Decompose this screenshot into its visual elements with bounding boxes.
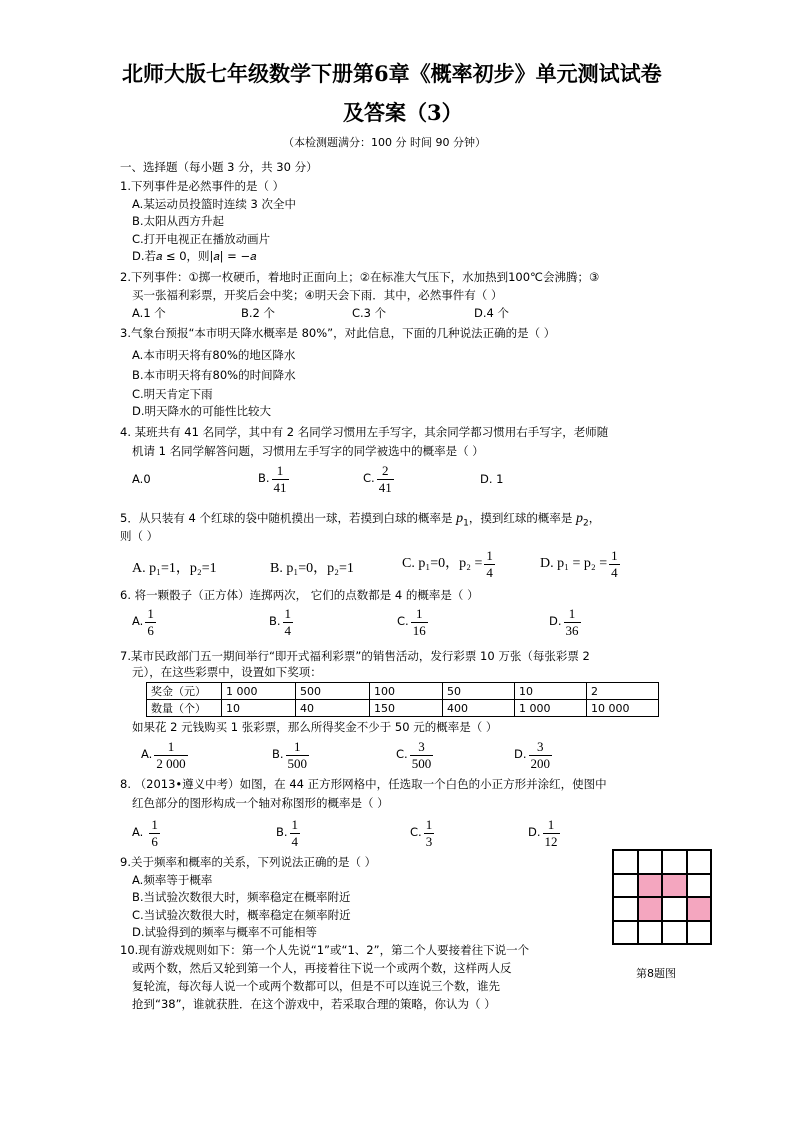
q6-option-a — [132, 607, 158, 637]
grid-cell-white — [613, 921, 638, 945]
q3-option-c: C.明天肯定下雨 — [132, 387, 213, 401]
fraction-denominator: 12 — [544, 833, 558, 849]
page-title-line1: 北师大版七年级数学下册第6章《概率初步》单元测试试卷 — [122, 61, 662, 86]
q7-option-d-label: D. — [514, 747, 527, 762]
fraction-denominator: 200 — [530, 755, 551, 771]
fraction-numerator: 1 — [425, 817, 433, 832]
fraction — [609, 549, 620, 579]
q6-option-d-label: D. — [549, 614, 562, 629]
fraction-numerator: 1 — [154, 740, 187, 756]
q10-line1: 10.现有游戏规则如下：第一个人先说“1”或“1、2”，第二个人要接着往下说一个 — [120, 943, 530, 957]
table-row — [147, 683, 659, 700]
fraction-numerator: 2 — [377, 464, 394, 480]
fraction-denominator: 4 — [486, 564, 493, 580]
fraction — [543, 818, 560, 848]
q8-option-c-label: C. — [410, 825, 422, 840]
fraction-numerator: 1 — [286, 740, 310, 756]
fraction-denominator: 4 — [291, 833, 299, 849]
fraction-denominator: 500 — [411, 755, 432, 771]
q9-option-b: B.当试验次数很大时，频率稳定在概率附近 — [132, 890, 351, 904]
q5-option-c — [402, 549, 497, 579]
grid-cell-white — [638, 921, 663, 945]
fraction — [411, 607, 428, 637]
q7-option-c-label: C. — [396, 747, 408, 762]
q9-stem: 9.关于频率和概率的关系，下列说法正确的是（ ） — [120, 855, 377, 869]
fraction-numerator: 1 — [147, 606, 154, 621]
q8-option-b-label: B. — [276, 825, 288, 840]
grid-cell-white — [613, 874, 638, 898]
grid-cell-white — [638, 850, 663, 874]
q7-option-a-label: A. — [141, 747, 153, 762]
grid-cell-white — [662, 921, 687, 945]
grid-cell-white — [613, 850, 638, 874]
q6-option-c — [397, 607, 430, 637]
q3-stem: 3.气象台预报“本市明天降水概率是 80%”，对此信息，下面的几种说法正确的是（ ） — [120, 326, 556, 340]
q5-p1-subscript: 1 — [463, 518, 469, 529]
q6-stem: 6. 将一颗骰子（正方体）连掷两次， 它们的点数都是 4 的概率是（ ） — [120, 588, 479, 602]
grid-cell-white — [662, 897, 687, 921]
q4-option-c-label: C. — [363, 471, 375, 486]
fraction-denominator: 2 000 — [156, 755, 186, 771]
fraction-numerator: 1 — [411, 607, 428, 623]
fraction-numerator: 1 — [564, 607, 581, 623]
q2-option-c: C.3 个 — [352, 306, 387, 320]
fraction-numerator: 3 — [529, 740, 553, 756]
q2-option-b: B.2 个 — [241, 306, 276, 320]
table-cell: 400 — [443, 700, 515, 717]
grid-cell-white — [613, 897, 638, 921]
q8-option-c — [410, 818, 436, 848]
q9-option-a: A.频率等于概率 — [132, 873, 213, 887]
q2-line1: 2.下列事件：①掷一枚硬币，着地时正面向上；②在标准大气压下，水加热到100℃会沸腾；③ — [120, 270, 600, 284]
fraction-denominator: 36 — [565, 622, 579, 638]
q7-option-a — [141, 740, 190, 770]
q4-option-a: A.0 — [132, 472, 151, 486]
grid-cell-red — [687, 897, 712, 921]
q5-option-a: A. p₁=1，p₂=1 — [132, 561, 217, 576]
grid-cell-red — [638, 874, 663, 898]
q5-text-c: ， — [588, 511, 601, 525]
q5-text-a: 5．从只装有 4 个红球的袋中随机摸出一球，若摸到白球的概率是 — [120, 511, 453, 525]
q8-figure-caption: 第8题图 — [636, 967, 676, 980]
fraction — [145, 607, 156, 637]
table-cell: 10 000 — [587, 700, 659, 717]
q7-option-d — [514, 740, 554, 770]
q7-question: 如果花 2 元钱购买 1 张彩票，那么所得奖金不少于 50 元的概率是（ ） — [132, 720, 498, 734]
grid-cell-red — [662, 874, 687, 898]
q1-option-b: B.太阳从西方升起 — [132, 214, 225, 228]
table-cell: 10 — [515, 683, 587, 700]
q4-option-d: D. 1 — [480, 472, 504, 486]
q5-line1 — [120, 512, 600, 528]
table-cell: 数量（个） — [147, 700, 222, 717]
fraction-numerator: 1 — [151, 817, 158, 832]
q10-line2: 或两个数，然后又轮到第一个人，再接着往下说一个或两个数，这样两人反 — [132, 961, 512, 975]
q9-option-c: C.当试验次数很大时，概率稳定在频率附近 — [132, 908, 351, 922]
q3-option-b: B.本市明天将有80%的时间降水 — [132, 368, 296, 382]
fraction — [286, 740, 310, 770]
grid-cell-white — [687, 921, 712, 945]
q5-p2-subscript: 2 — [583, 518, 589, 529]
table-cell: 2 — [587, 683, 659, 700]
q7-line2: 元），在这些彩票中，设置如下奖项： — [132, 665, 322, 679]
q1-stem: 1.下列事件是必然事件的是（ ） — [120, 179, 285, 193]
fraction-numerator: 1 — [543, 818, 560, 834]
q2-line2: 买一张福利彩票，开奖后会中奖；④明天会下雨．其中，必然事件有（ ） — [132, 288, 503, 302]
table-cell: 1 000 — [222, 683, 296, 700]
table-row — [147, 700, 659, 717]
q6-option-b-label: B. — [269, 614, 281, 629]
fraction-numerator: 1 — [291, 817, 299, 832]
fraction — [484, 549, 495, 579]
q5-p2: p — [576, 511, 583, 526]
fraction — [149, 818, 160, 848]
q8-option-a — [132, 818, 162, 848]
q8-line2: 红色部分的图形构成一个轴对称图形的概率是（ ） — [132, 796, 389, 810]
fraction — [283, 607, 294, 637]
grid-cell-white — [687, 850, 712, 874]
q1-option-d: D.若𝑎 ≤ 0，则|𝑎| = −𝑎 — [132, 249, 257, 263]
fraction-numerator: 1 — [272, 464, 289, 480]
q4-option-c — [363, 464, 396, 494]
grid-cell-red — [638, 897, 663, 921]
q4-option-b — [258, 464, 291, 494]
q6-option-d — [549, 607, 583, 637]
q8-option-d-label: D. — [528, 825, 541, 840]
fraction — [410, 740, 434, 770]
fraction — [424, 818, 435, 848]
prize-table — [146, 682, 659, 717]
grid-cell-white — [687, 874, 712, 898]
q5-option-d-label: D. p₁ = p₂ = — [540, 556, 608, 572]
q7-option-b — [272, 740, 311, 770]
q4-line1: 4. 某班共有 41 名同学，其中有 2 名同学习惯用左手写字，其余同学都习惯用右手写字，老师随 — [120, 425, 609, 439]
table-cell: 500 — [296, 683, 370, 700]
q4-option-b-label: B. — [258, 471, 270, 486]
fraction-numerator: 1 — [611, 548, 618, 563]
q9-option-d: D.试验得到的频率与概率不可能相等 — [132, 925, 318, 939]
fraction-denominator: 3 — [425, 833, 433, 849]
fraction-denominator: 41 — [378, 479, 392, 495]
q2-option-a: A.1 个 — [132, 306, 166, 320]
q10-line4: 抢到“38”，谁就获胜．在这个游戏中，若采取合理的策略，你认为（ ） — [132, 997, 496, 1011]
fraction — [529, 740, 553, 770]
q7-option-c — [396, 740, 435, 770]
fraction — [290, 818, 301, 848]
table-cell: 1 000 — [515, 700, 587, 717]
q8-grid-figure — [612, 849, 712, 945]
q3-option-d: D.明天降水的可能性比较大 — [132, 404, 272, 418]
q5-option-d — [540, 549, 622, 579]
fraction — [272, 464, 289, 494]
table-cell: 40 — [296, 700, 370, 717]
table-cell: 100 — [370, 683, 443, 700]
table-cell: 50 — [443, 683, 515, 700]
grid-cell-white — [662, 850, 687, 874]
q5-option-c-label: C. p₁=0，p₂ = — [402, 556, 483, 572]
q6-option-a-label: A. — [132, 614, 144, 629]
table-cell: 10 — [222, 700, 296, 717]
q5-text-b: ，摸到红球的概率是 — [468, 511, 573, 525]
q8-option-a-label: A. — [132, 825, 144, 840]
q3-option-a: A.本市明天将有80%的地区降水 — [132, 348, 296, 362]
subtitle: （本检测题满分：100 分 时间 90 分钟） — [283, 136, 486, 149]
fraction-denominator: 6 — [151, 833, 158, 849]
table-cell: 奖金（元） — [147, 683, 222, 700]
q10-line3: 复轮流，每次每人说一个或两个数都可以，但是不可以连说三个数，谁先 — [132, 979, 500, 993]
fraction-numerator: 1 — [284, 606, 292, 621]
fraction-denominator: 6 — [147, 622, 154, 638]
q7-line1: 7.某市民政部门五一期间举行“即开式福利彩票”的销售活动，发行彩票 10 万张（每张彩票 2 — [120, 649, 590, 663]
section-title: 一、选择题（每小题 3 分，共 30 分） — [120, 160, 318, 174]
fraction — [377, 464, 394, 494]
q5-line2: 则（ ） — [120, 529, 159, 543]
q1-option-a: A.某运动员投篮时连续 3 次全中 — [132, 197, 296, 211]
fraction-denominator: 4 — [284, 622, 292, 638]
fraction-denominator: 500 — [287, 755, 308, 771]
fraction-numerator: 3 — [410, 740, 434, 756]
fraction-denominator: 4 — [611, 564, 618, 580]
q6-option-c-label: C. — [397, 614, 409, 629]
fraction — [154, 740, 187, 770]
q1-option-c: C.打开电视正在播放动画片 — [132, 232, 271, 246]
q6-option-b — [269, 607, 295, 637]
fraction — [564, 607, 581, 637]
q2-option-d: D.4 个 — [474, 306, 509, 320]
q7-option-b-label: B. — [272, 747, 284, 762]
page-title-line2: 及答案（3） — [343, 100, 463, 125]
fraction-denominator: 41 — [273, 479, 287, 495]
q5-p1: p — [456, 511, 464, 526]
q4-line2: 机请 1 名同学解答问题，习惯用左手写字的同学被选中的概率是（ ） — [132, 444, 484, 458]
q8-line1: 8. （2013•遵义中考）如图，在 44 正方形网格中，任选取一个白色的小正方形并涂红，使图中 — [120, 777, 607, 791]
fraction-numerator: 1 — [486, 548, 493, 563]
q5-option-b: B. p₁=0，p₂=1 — [270, 561, 354, 576]
q8-option-d — [528, 818, 562, 848]
fraction-denominator: 16 — [412, 622, 426, 638]
table-cell: 150 — [370, 700, 443, 717]
q8-option-b — [276, 818, 302, 848]
